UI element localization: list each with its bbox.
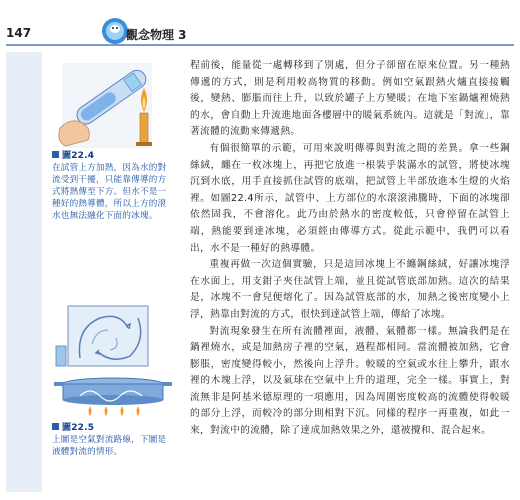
- body-text: [190, 58, 510, 440]
- figure-22-4-label: 圖22.4: [62, 151, 95, 161]
- book-title: 觀念物理 3: [126, 28, 187, 42]
- paragraph-4: 對流現象發生在所有流體裡面，液體、氣體都一樣。無論我們是在鍋裡燒水，或是加熱房子裡的空氣，過程都相同。當流體被加熱，它會膨脹，密度變得較小，然後向上浮升。較暖的空氣或水往上攀升，跟水裡的木塊上浮，以及氣球在空氣中上升的道理，完全一樣。事實上，對流無非是阿基米德原理的一項應用，因為周圍密度較高的流體使得較暖的部分上浮，而較冷的部分則相對下沉。同樣的程序一再重複，如此一來，對流中的流體，除了達成加熱效果之外，還被攪和、混合起來。: [190, 325, 510, 437]
- figure-22-4-illustration: [52, 58, 168, 148]
- header-rule: [6, 44, 514, 46]
- paragraph-3: 重複再做一次這個實驗，只是這回冰塊上不纏鋼絲絨，好讓冰塊浮在水面上，用支鉗子夾住試管上端，並且從試管底部加熱。這次的結果是，冰塊不一會兒便熔化了。因為試管底部的水，加熱之後密度變小上浮，熱靠由對流的方式，很快到達試管上端，傳給了冰塊。: [190, 259, 510, 320]
- figure-22-4-text: 在試管上方加熱，因為水的對流受到干擾，只能靠傳導的方式將熱傳至下方。但水不是一種好的熱導體，所以上方的滾水也無法融化下面的冰塊。: [52, 163, 167, 221]
- figure-22-5-text: 上圖是空氣對流路線，下圖是液體對流的情形。: [52, 435, 167, 457]
- page-number: 147: [6, 26, 32, 40]
- paragraph-2: 有個很簡單的示範，可用來說明傳導與對流之間的差異。拿一些鋼絲絨，纏在一枚冰塊上，再把它放進一根裝乎裝滿水的試管，將使冰塊沉到水底，用手直接抓住試管的底端，把試管上半部放進本生燈的火焰裡。如圖22.4所示，試管中、上方部位的水滾滾沸騰時，下面的冰塊卻依然固我，不會溶化。此乃由於熱水的密度較低，只會停留在試管上端，熱能要到達冰塊，必須經由傳導方式。從此示範中，我們可以看出，水不是一種好的熱導體。: [190, 142, 510, 254]
- figure-22-4-caption: [52, 150, 170, 222]
- figure-22-5-caption: [52, 422, 170, 458]
- figure-marker-icon: [52, 151, 59, 158]
- figure-22-5-illustration: [50, 298, 176, 418]
- paragraph-1: 程前後，能量從一處轉移到了別處，但分子卻留在原來位置。另一種熱傳遞的方式，則是利用較高物質的移動。例如空氣跟熱火爐直接接觸後，變熱、膨脹而往上升，以致於罐子上方變暖；在地下室鍋爐裡燒熱的水，會自動上升流進地面各樓層中的暖氣系統內。這就是「對流」，靠著流體的流動來傳遞熱。: [190, 60, 510, 138]
- sidebar-tint: [6, 52, 42, 492]
- figure-22-5-label: 圖22.5: [62, 423, 95, 433]
- figure-marker-icon: [52, 423, 59, 430]
